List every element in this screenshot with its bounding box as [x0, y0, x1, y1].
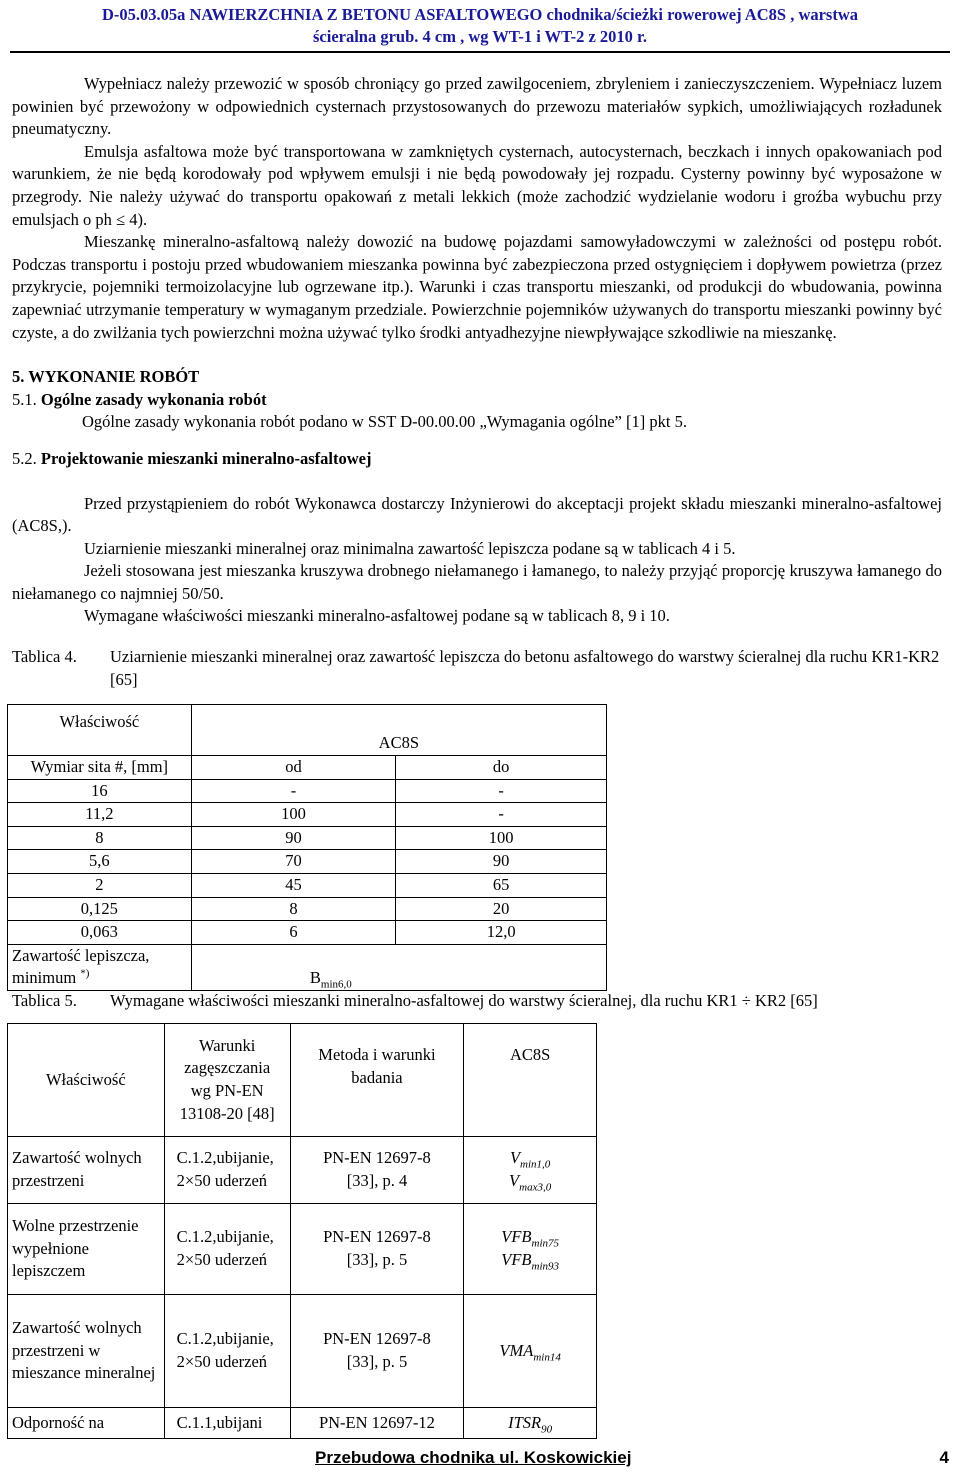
- section-5-1-heading: [12, 389, 942, 412]
- table-5-label: Tablica 5.: [12, 991, 77, 1010]
- table-header-cell: Właściwość: [8, 1024, 165, 1137]
- page-number: 4: [939, 1448, 949, 1467]
- table-cell: 90: [396, 850, 607, 874]
- section-5-2-heading: [12, 448, 942, 471]
- table-cell: 45: [191, 873, 396, 897]
- mix-value: ITSR: [508, 1412, 542, 1432]
- table-4-caption-text: Uziarnienie mieszanki mineralnej oraz zawartość lepiszcza do betonu asfaltowego do warstwy ścieralnej dla ruchu KR1-KR2 [65]: [110, 647, 940, 689]
- table-cell: Zawartość wolnych przestrzeni: [8, 1137, 165, 1204]
- table-cell: Odporność na: [8, 1408, 165, 1439]
- document-header: [0, 4, 960, 48]
- table-cell: 70: [191, 850, 396, 874]
- section-5-2-number: 5.2.: [12, 448, 37, 468]
- table-header-cell: Metoda i warunki badania: [290, 1024, 464, 1137]
- table-cell: 8: [8, 826, 192, 850]
- table-cell: C.1.2,ubijanie, 2×50 uderzeń: [164, 1137, 290, 1204]
- table-header-cell: Warunki zagęszczania wg PN-EN 13108-20 [48]: [164, 1024, 290, 1137]
- table-cell: [464, 1408, 597, 1439]
- table-cell: 20: [396, 897, 607, 921]
- table-cell: 2: [8, 873, 192, 897]
- table-cell: C.1.1,ubijani: [164, 1408, 290, 1439]
- mix-value-sub: min14: [533, 1351, 561, 1363]
- table-row: [8, 756, 607, 780]
- table-cell: PN-EN 12697-8 [33], p. 4: [290, 1137, 464, 1204]
- binder-note: *): [80, 967, 90, 980]
- table-cell: [464, 1137, 597, 1204]
- table-cell: od: [191, 756, 396, 780]
- table-cell: -: [191, 779, 396, 803]
- table-cell: [464, 1295, 597, 1408]
- table-cell: 6: [191, 921, 396, 945]
- table-cell: 8: [191, 897, 396, 921]
- table-row: [8, 1204, 597, 1295]
- table-cell: 90: [191, 826, 396, 850]
- table-cell: [464, 1204, 597, 1295]
- section-5-title: 5. WYKONANIE ROBÓT: [12, 367, 200, 387]
- table-cell: PN-EN 12697-8 [33], p. 5: [290, 1295, 464, 1408]
- table-cell: C.1.2,ubijanie, 2×50 uderzeń: [164, 1295, 290, 1408]
- table-4: [7, 704, 607, 991]
- mix-value: VMA: [499, 1340, 534, 1360]
- binder-label-1: Zawartość lepiszcza,: [12, 945, 150, 965]
- mix-value: V: [509, 1171, 520, 1190]
- table-row: [8, 921, 607, 945]
- binder-label-2: minimum: [12, 968, 77, 988]
- table-5: [7, 1023, 597, 1439]
- table-cell: [191, 944, 606, 990]
- section-5-1-text: Ogólne zasady wykonania robót podano w SST D-00.00.00 „Wymagania ogólne” [1] pkt 5.: [82, 412, 687, 432]
- table-row: [8, 1408, 597, 1439]
- footer: [315, 1447, 955, 1470]
- paragraph-mix-transport: Mieszankę mineralno-asfaltową należy dowozić na budowę pojazdami samowyładowczymi w zależności od postępu robót. Podczas transportu i postoju przed wbudowaniem mieszanka powinna być zabezpieczona przed ostygnięciem i dopływem powietrza (przez przykrycie, pojemniki termoizolacyjne lub ogrzewane itp.). Warunki i czas transportu mieszanki, od produkcji do wbudowania, powinna zapewniać utrzymanie temperatury w wymaganym przedziale. Powierzchnie pojemników używanych do transportu mieszanki powinny być czyste, a do zwilżania tych powierzchni można używać tylko środki antyadhezyjne niewpływające szkodliwie na mieszankę.: [12, 232, 942, 342]
- table-cell: -: [396, 779, 607, 803]
- table-row: [8, 1295, 597, 1408]
- header-line-1: D-05.03.05a NAWIERZCHNIA Z BETONU ASFALTOWEGO chodnika/ścieżki rowerowej AC8S , warstwa: [101, 5, 859, 24]
- table-cell: PN-EN 12697-8 [33], p. 5: [290, 1204, 464, 1295]
- mix-value: VFB: [501, 1227, 532, 1247]
- table-cell: 5,6: [8, 850, 192, 874]
- mix-value-sub: min75: [531, 1237, 559, 1250]
- table-row: [8, 705, 607, 756]
- table-row: [8, 779, 607, 803]
- section-5-1-number: 5.1.: [12, 389, 37, 409]
- table-header-cell: AC8S: [464, 1024, 597, 1137]
- binder-value: B: [309, 968, 321, 988]
- section-5-2-paragraph: Wymagane właściwości mieszanki mineralno-asfaltowej podane są w tablicach 8, 9 i 10.: [84, 606, 670, 626]
- table-cell: PN-EN 12697-12: [290, 1408, 464, 1439]
- table-cell: Wolne przestrzenie wypełnione lepiszczem: [8, 1204, 165, 1295]
- header-line-2: ścieralna grub. 4 cm , wg WT-1 i WT-2 z 2010 r.: [313, 27, 647, 46]
- table-4-body: [8, 779, 607, 944]
- section-5-2-paragraph: Jeżeli stosowana jest mieszanka kruszywa drobnego niełamanego i łamanego, to należy przyjąć proporcję kruszywa łamanego do niełamanego co najmniej 50/50.: [12, 561, 942, 603]
- table-header-cell: AC8S: [191, 705, 606, 756]
- paragraph-emulsion-transport: Emulsja asfaltowa może być transportowana w zamkniętych cysternach, autocysternach, beczkach i innych opakowaniach pod warunkiem, że nie będą korodowały pod wpływem emulsji i nie będą powodowały jej rozpadu. Cysterny powinny być wyposażone w przegrody. Nie należy używać do transportu opakowań z metali lekkich (może zachodzić wydzielanie wodoru i groźba wybuchu przy emulsjach o ph ≤ 4).: [12, 141, 942, 229]
- table-cell: [8, 944, 192, 990]
- table-cell: 0,063: [8, 921, 192, 945]
- table-row: [8, 850, 607, 874]
- table-cell: -: [396, 803, 607, 827]
- table-row: [8, 1137, 597, 1204]
- table-cell: Zawartość wolnych przestrzeni w mieszance mineralnej: [8, 1295, 165, 1408]
- mix-value: V: [509, 1148, 521, 1168]
- header-rule: [10, 51, 950, 53]
- mix-value: VFB: [501, 1250, 532, 1269]
- table-row: [8, 873, 607, 897]
- mix-value-sub: 90: [541, 1423, 553, 1435]
- table-row: [8, 803, 607, 827]
- section-5-2-paragraph: Uziarnienie mieszanki mineralnej oraz minimalna zawartość lepiszcza podane są w tablicach 4 i 5.: [84, 538, 736, 558]
- table-cell: Wymiar sita #, [mm]: [8, 756, 192, 780]
- table-row: [8, 944, 607, 990]
- section-5-1-title: Ogólne zasady wykonania robót: [40, 389, 267, 409]
- table-header-cell: Właściwość: [8, 705, 192, 756]
- footer-title: Przebudowa chodnika ul. Koskowickiej: [315, 1448, 632, 1467]
- table-cell: 65: [396, 873, 607, 897]
- table-row: [8, 826, 607, 850]
- mix-value-sub: min1,0: [520, 1158, 551, 1171]
- table-cell: 16: [8, 779, 192, 803]
- body-text: [12, 73, 942, 628]
- binder-value-sub: min6,0: [320, 978, 352, 991]
- section-5-2-title: Projektowanie mieszanki mineralno-asfaltowej: [40, 448, 372, 468]
- table-cell: 100: [191, 803, 396, 827]
- table-row: [8, 1024, 597, 1137]
- section-5-2-paragraph: Przed przystąpieniem do robót Wykonawca dostarczy Inżynierowi do akceptacji projekt składu mieszanki mineralno-asfaltowej (AC8S,).: [12, 493, 942, 536]
- mix-value-sub: max3,0: [519, 1181, 552, 1194]
- paragraph-filler-transport: Wypełniacz należy przewozić w sposób chroniący go przed zawilgoceniem, zbryleniem i zanieczyszczeniem. Wypełniacz luzem powinien być przewożony w odpowiednich cysternach przystosowanych do przewozu materiałów sypkich, umożliwiających rozładunek pneumatyczny.: [12, 74, 942, 139]
- mix-value-sub: min93: [531, 1260, 559, 1273]
- table-cell: 0,125: [8, 897, 192, 921]
- table-4-label: Tablica 4.: [12, 647, 77, 666]
- table-row: [8, 897, 607, 921]
- table-cell: 12,0: [396, 921, 607, 945]
- table-cell: 100: [396, 826, 607, 850]
- table-cell: do: [396, 756, 607, 780]
- table-cell: 11,2: [8, 803, 192, 827]
- table-cell: C.1.2,ubijanie, 2×50 uderzeń: [164, 1204, 290, 1295]
- table-5-body: [8, 1137, 597, 1439]
- table-5-caption-text: Wymagane właściwości mieszanki mineralno-asfaltowej do warstwy ścieralnej, dla ruchu KR1 ÷ KR2 [65]: [110, 991, 818, 1010]
